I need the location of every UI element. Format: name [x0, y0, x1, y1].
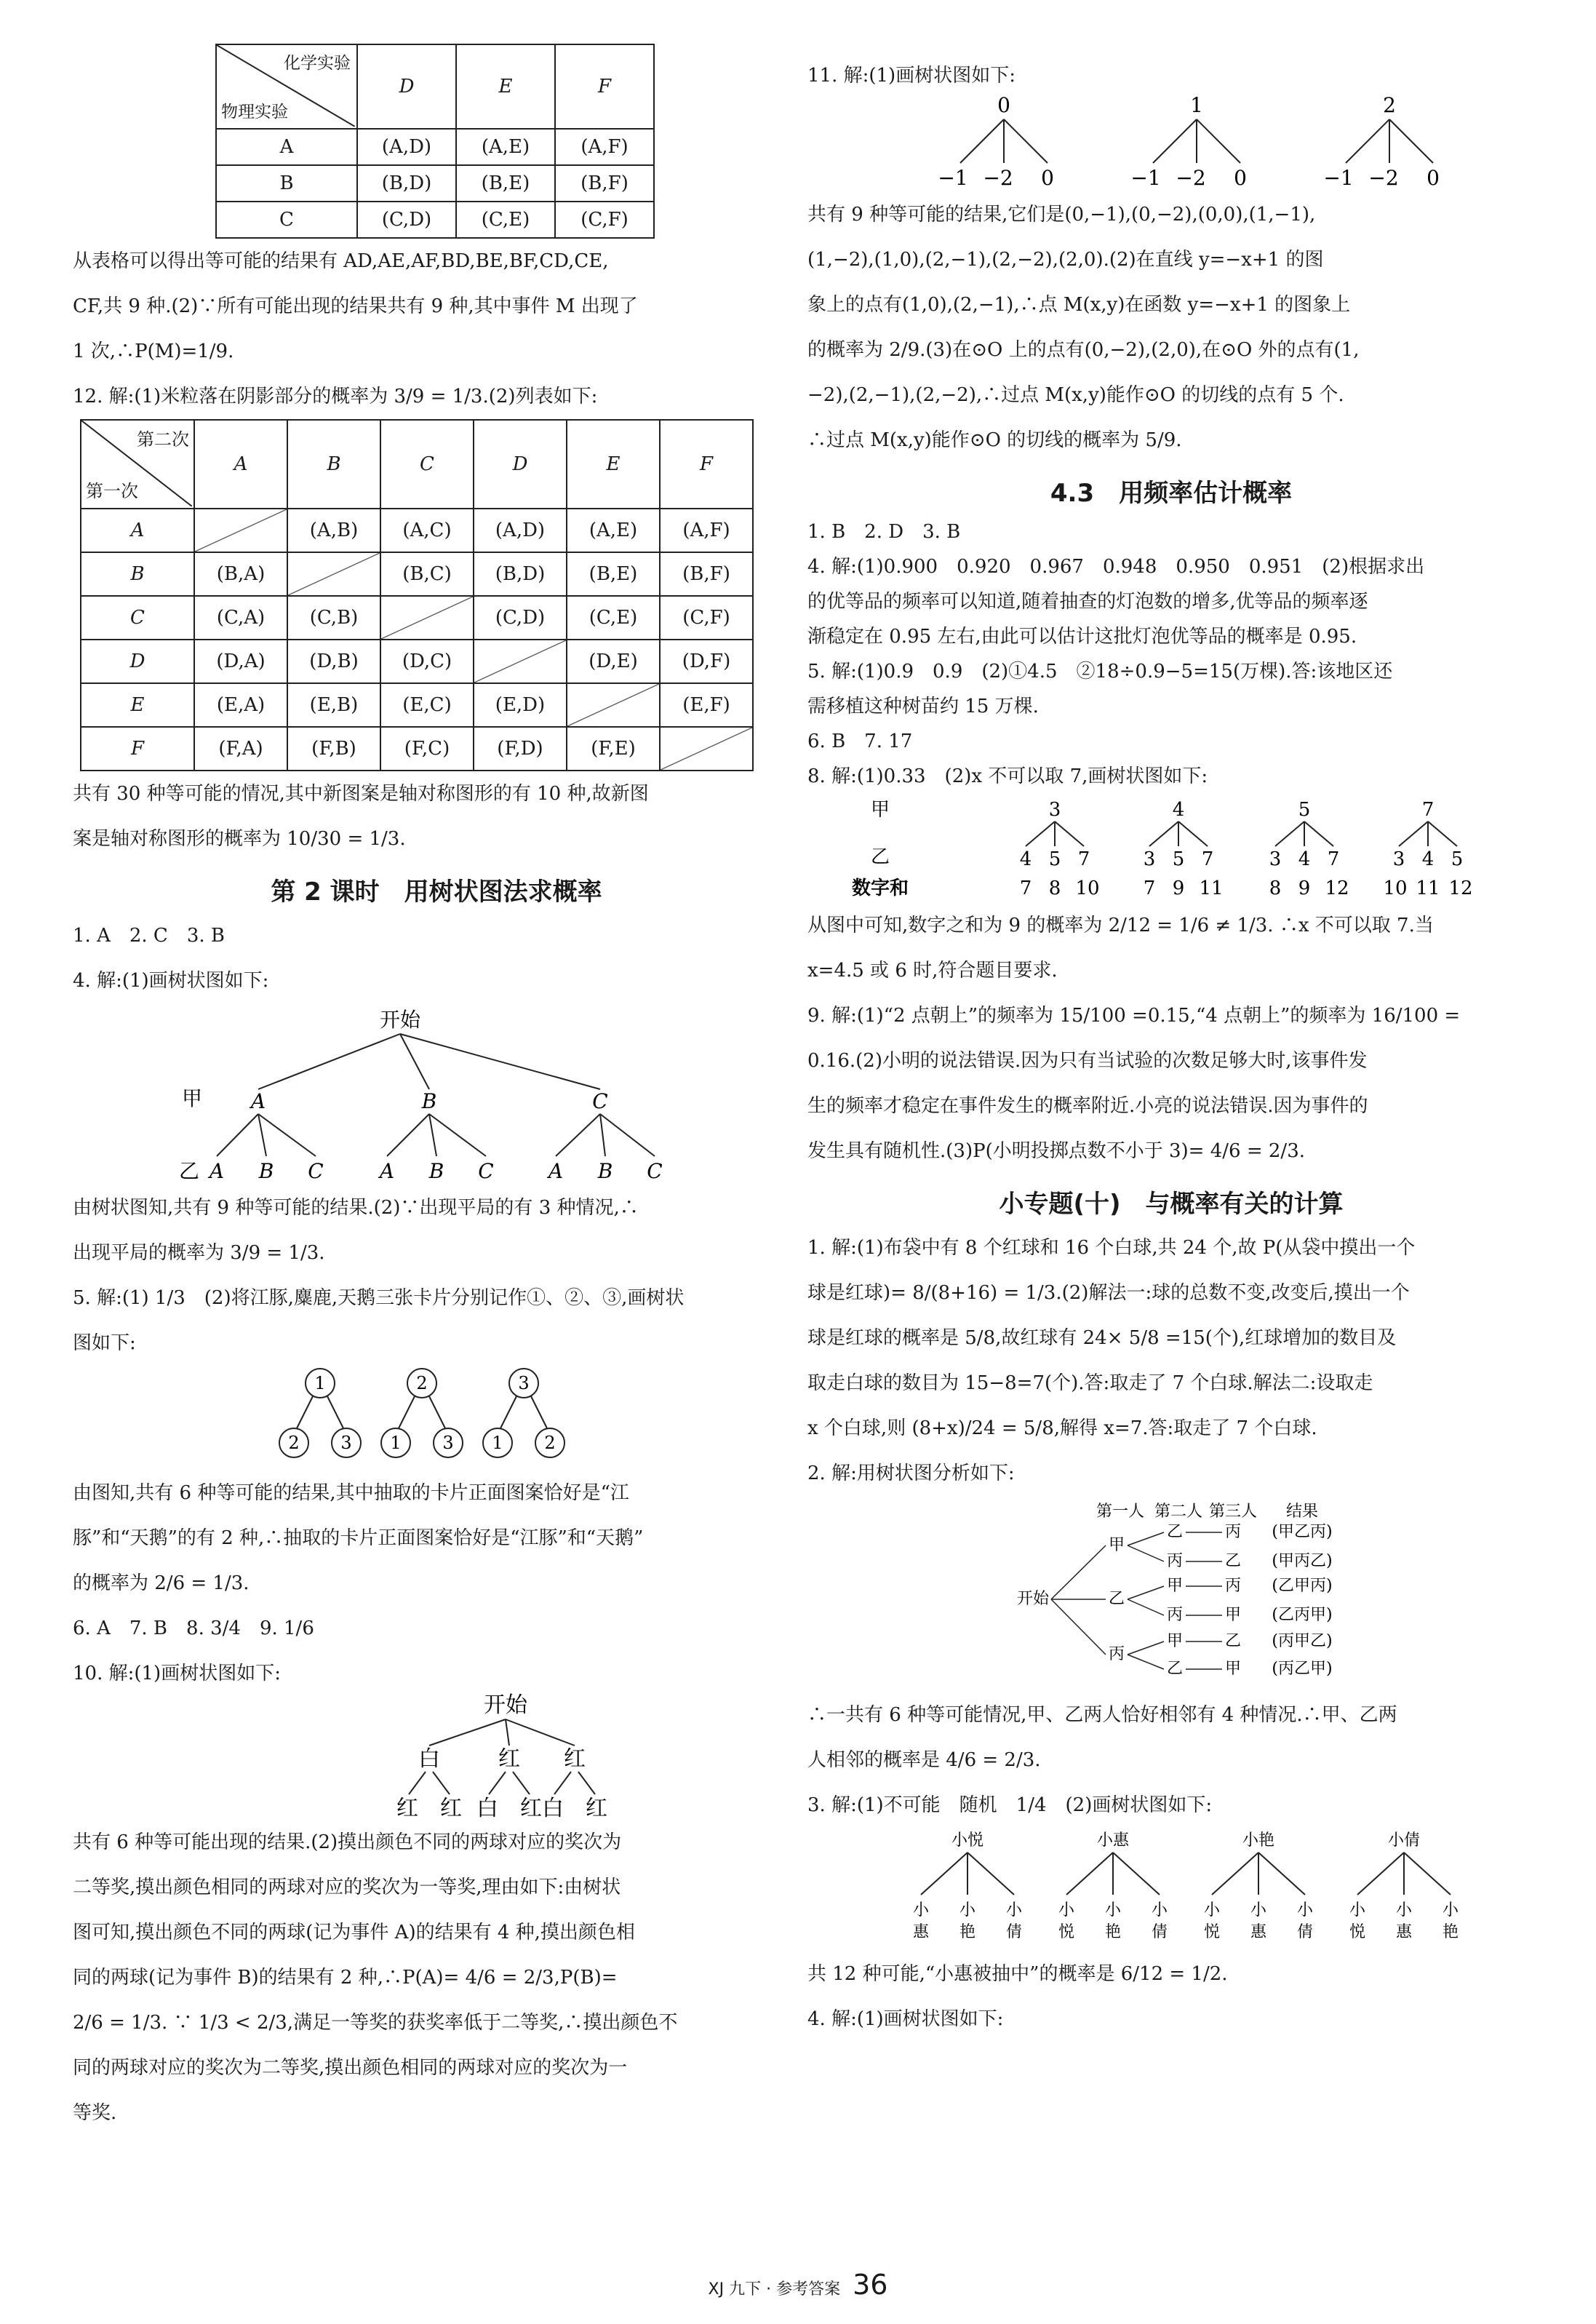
tree-branch: [1066, 1853, 1113, 1895]
table-experiments: [215, 44, 655, 239]
tree-node: 0: [997, 93, 1010, 117]
sum-value: 9: [1172, 878, 1185, 899]
page-footer: [0, 2269, 1596, 2301]
text-line: 球是红球的概率是 5/8,故红球有 24× 5/8 =15(个),红球增加的数目及: [807, 1327, 1397, 1349]
tree-node: 甲: [1224, 1606, 1242, 1624]
tree-node: 5: [1298, 799, 1311, 821]
tree-leaf: 小: [959, 1901, 976, 1919]
tree-leaf: −1: [1130, 166, 1161, 190]
text-line: 从表格可以得出等可能的结果有 AD,AE,AF,BD,BE,BF,CD,CE,: [73, 250, 609, 272]
table-cell: (E,A): [194, 683, 287, 727]
table-cell: (C,A): [194, 596, 287, 640]
corner-bottom-label: 物理实验: [221, 103, 288, 122]
tree-node: 甲: [1224, 1660, 1242, 1678]
table-cell: (B,A): [194, 552, 287, 596]
table-row: [216, 129, 654, 165]
tree-node: 丙: [1166, 1552, 1184, 1570]
tree-leaf: 红: [396, 1796, 418, 1820]
tree-node: 小艳: [1242, 1831, 1275, 1850]
text-line: 发生具有随机性.(3)P(小明投掷点数不小于 3)= 4/6 = 2/3.: [807, 1140, 1305, 1162]
table-row: [81, 509, 753, 552]
text-line: 人相邻的概率是 4/6 = 2/3.: [807, 1749, 1041, 1771]
tree-leaf: 5: [1172, 848, 1185, 870]
diagonal-cell: [380, 596, 474, 640]
tree-leaf: C: [308, 1159, 324, 1183]
table-cell: (F,D): [474, 727, 567, 771]
table-cell: (F,E): [567, 727, 660, 771]
circle-node: 3: [442, 1433, 454, 1453]
footer-label: XJ 九下 · 参考答案: [708, 2280, 841, 2299]
row-label: A: [81, 509, 194, 552]
corner-bottom-label: 第一次: [86, 481, 138, 501]
text-line: CF,共 9 种.(2)∵所有可能出现的结果共有 9 种,其中事件 M 出现了: [73, 295, 638, 317]
tree-leaf: 惠: [1395, 1923, 1413, 1941]
text-line: 0.16.(2)小明的说法错误.因为只有当试验的次数足够大时,该事件发: [807, 1050, 1368, 1072]
table-cell: (B,F): [660, 552, 753, 596]
text-line: 案是轴对称图形的概率为 10/30 = 1/3.: [73, 828, 406, 850]
diagonal-cell: [474, 640, 567, 683]
tree-result: (丙甲乙): [1272, 1632, 1333, 1650]
tree-label-jia: 甲: [870, 799, 890, 821]
tree-node: 甲: [1166, 1577, 1184, 1595]
section-heading: 小专题(十) 与概率有关的计算: [999, 1190, 1344, 1219]
tree-header: 第二人: [1154, 1503, 1203, 1521]
table-cell: (C,D): [357, 202, 456, 238]
table2-corner: [81, 420, 194, 509]
tree-leaf: −1: [938, 166, 968, 190]
tree-label-jia: 甲: [182, 1086, 203, 1110]
text-line: 出现平局的概率为 3/9 = 1/3.: [73, 1242, 325, 1264]
tree-leaf: 艳: [1104, 1923, 1122, 1941]
question-4: 4. 解:(1)画树状图如下:: [73, 970, 269, 992]
tree-branch: [1357, 1853, 1404, 1895]
tree-leaf: 小: [1395, 1901, 1413, 1919]
tree-leaf: 3: [1269, 848, 1282, 870]
circle-node: 2: [288, 1433, 300, 1453]
header-cell: D: [474, 420, 567, 509]
header-cell: D: [357, 44, 456, 129]
tree-leaf: 3: [1392, 848, 1405, 870]
question-3c: 3. 解:(1)不可能 随机 1/4 (2)画树状图如下:: [807, 1794, 1213, 1816]
table-cell: (B,E): [456, 165, 555, 202]
row-label: C: [81, 596, 194, 640]
text-line: 共 12 种可能,“小惠被抽中”的概率是 6/12 = 1/2.: [807, 1963, 1228, 1985]
section-heading: 第 2 课时 用树状图法求概率: [271, 878, 602, 907]
tree-leaf: −2: [983, 166, 1013, 190]
text-line: −2),(2,−1),(2,−2),∴过点 M(x,y)能作⊙O 的切线的点有 5 个.: [807, 384, 1344, 406]
tree-branch: [1404, 1853, 1451, 1895]
text-line: 取走白球的数目为 15−8=7(个).答:取走了 7 个白球.解法二:设取走: [807, 1372, 1373, 1394]
table-cell: (A,D): [357, 129, 456, 165]
tree-node: 乙: [1166, 1660, 1184, 1678]
row-label: B: [81, 552, 194, 596]
table-cell: (B,D): [474, 552, 567, 596]
tree-leaf: 艳: [1442, 1923, 1459, 1941]
tree-node: 乙: [1224, 1552, 1242, 1570]
tree-leaf: A: [209, 1159, 225, 1183]
circle-node: 1: [390, 1433, 402, 1453]
table-cell: (C,F): [555, 202, 654, 238]
diagonal-cell: [567, 683, 660, 727]
sum-value: 7: [1019, 878, 1032, 899]
header-cell: C: [380, 420, 474, 509]
table-cell: (A,B): [287, 509, 380, 552]
text-line: 从图中可知,数字之和为 9 的概率为 2/12 = 1/6 ≠ 1/3. ∴x 不可以取 7.当: [807, 915, 1434, 936]
tree-label-yi: 乙: [179, 1159, 200, 1183]
tree-leaf: 3: [1143, 848, 1156, 870]
sum-value: 12: [1325, 878, 1349, 899]
text-line: 同的两球(记为事件 B)的结果有 2 种,∴P(A)= 4/6 = 2/3,P(B)=: [73, 1967, 618, 1989]
circle-node: 1: [314, 1373, 326, 1393]
tree-leaf: 小: [1005, 1901, 1023, 1919]
sum-value: 11: [1416, 878, 1440, 899]
question-2c: 2. 解:用树状图分析如下:: [807, 1463, 1015, 1484]
table-cell: (C,F): [660, 596, 753, 640]
table-cell: (B,F): [555, 165, 654, 202]
row-label: F: [81, 727, 194, 771]
table-cell: (E,C): [380, 683, 474, 727]
table-row: [81, 727, 753, 771]
corner-top-label: 化学实验: [284, 54, 351, 73]
text-line: 1 次,∴P(M)=1/9.: [73, 341, 234, 362]
tree-node: 小倩: [1387, 1831, 1421, 1850]
table-cell: (A,D): [474, 509, 567, 552]
tree-leaf: 5: [1048, 848, 1061, 870]
header-cell: F: [660, 420, 753, 509]
tree-leaf: −2: [1176, 166, 1206, 190]
answers-line: 6. A 7. B 8. 3/4 9. 1/6: [73, 1617, 314, 1639]
tree-branch: [1113, 1853, 1160, 1895]
tree-leaf: 艳: [959, 1923, 976, 1941]
text-line: 的优等品的频率可以知道,随着抽查的灯泡数的增多,优等品的频率逐: [807, 591, 1368, 613]
header-cell: F: [555, 44, 654, 129]
table-row: [216, 165, 654, 202]
table-row: [216, 202, 654, 238]
text-line: 共有 6 种等可能出现的结果.(2)摸出颜色不同的两球对应的奖次为: [73, 1831, 622, 1853]
text-line: (1,−2),(1,0),(2,−1),(2,−2),(2,0).(2)在直线 y=−x+1 的图: [807, 249, 1324, 271]
row-label: A: [216, 129, 357, 165]
tree-root: 开始: [1016, 1590, 1050, 1608]
text-line: 由图知,共有 6 种等可能的结果,其中抽取的卡片正面图案恰好是“江: [73, 1482, 629, 1504]
tree-node: 白: [418, 1746, 440, 1772]
tree-node: 乙: [1108, 1590, 1125, 1608]
tree-root: 开始: [484, 1692, 527, 1718]
tree-node: 1: [1190, 93, 1203, 117]
tree-leaf: −1: [1323, 166, 1354, 190]
table-row: [81, 552, 753, 596]
tree-leaf: A: [548, 1159, 564, 1183]
text-line: 豚”和“天鹅”的有 2 种,∴抽取的卡片正面图案恰好是“江豚”和“天鹅”: [73, 1527, 644, 1549]
tree-leaf: 7: [1327, 848, 1340, 870]
text-line: 由树状图知,共有 9 种等可能的结果.(2)∵出现平局的有 3 种情况,∴: [73, 1197, 639, 1219]
tree-leaf: 小: [1104, 1901, 1122, 1919]
table1-corner: [216, 44, 357, 129]
tree-node: 丙: [1166, 1606, 1184, 1624]
tree-leaf: 倩: [1296, 1923, 1314, 1941]
tree-leaf: 4: [1019, 848, 1032, 870]
sum-value: 7: [1143, 878, 1156, 899]
header-cell: B: [287, 420, 380, 509]
circle-node: 2: [416, 1373, 428, 1393]
tree-label-sum: 数字和: [851, 878, 909, 899]
tree-leaf: 7: [1077, 848, 1090, 870]
header-cell: E: [567, 420, 660, 509]
sum-value: 10: [1075, 878, 1100, 899]
tree-leaf: A: [379, 1159, 395, 1183]
text-line: ∴一共有 6 种等可能情况,甲、乙两人恰好相邻有 4 种情况.∴甲、乙两: [807, 1704, 1397, 1726]
right-column: [807, 61, 1535, 2042]
tree-node: 乙: [1166, 1523, 1184, 1541]
table-cell: (A,F): [555, 129, 654, 165]
circle-node: 1: [492, 1433, 503, 1453]
circle-node: 2: [544, 1433, 556, 1453]
tree-branch: [967, 1853, 1014, 1895]
table-row: [81, 683, 753, 727]
text-line: ∴过点 M(x,y)能作⊙O 的切线的概率为 5/9.: [807, 429, 1182, 451]
page-number: 36: [853, 2269, 888, 2301]
text-line: x=4.5 或 6 时,符合题目要求.: [807, 960, 1058, 982]
table-tile-pairs: [80, 419, 754, 771]
tree-result: (乙甲丙): [1272, 1577, 1333, 1595]
tree-diagram-11: [807, 90, 1535, 192]
tree-leaf: 5: [1451, 848, 1464, 870]
tree-result: (乙丙甲): [1272, 1606, 1333, 1624]
tree-node: A: [250, 1089, 266, 1113]
tree-result: (丙乙甲): [1272, 1660, 1333, 1678]
text-line: 图可知,摸出颜色不同的两球(记为事件 A)的结果有 4 种,摸出颜色相: [73, 1922, 635, 1943]
left-column: [73, 44, 800, 2136]
tree-leaf: −2: [1368, 166, 1399, 190]
tree-result: (甲乙丙): [1272, 1523, 1333, 1541]
section-heading: 4.3 用频率估计概率: [1050, 479, 1293, 508]
question-5b: 5. 解:(1)0.9 0.9 (2)①4.5 ②18÷0.9−5=15(万棵).答:该地区还: [807, 661, 1393, 683]
text-line: 图如下:: [73, 1332, 136, 1354]
question-4c: 4. 解:(1)画树状图如下:: [807, 2008, 1004, 2030]
table-cell: (D,C): [380, 640, 474, 683]
tree-leaf: 4: [1298, 848, 1311, 870]
tree-diagram-8: [807, 794, 1535, 903]
circle-node: 3: [340, 1433, 352, 1453]
table-cell: (A,E): [456, 129, 555, 165]
question-11: 11. 解:(1)画树状图如下:: [807, 65, 1016, 87]
text-line: 的概率为 2/6 = 1/3.: [73, 1572, 250, 1594]
table-cell: (A,E): [567, 509, 660, 552]
tree-leaf: 悦: [1349, 1923, 1366, 1941]
row-label: D: [81, 640, 194, 683]
tree-leaf: 白: [542, 1796, 564, 1820]
tree-leaf: 小: [1203, 1901, 1221, 1919]
tree-leaf: 小: [912, 1901, 930, 1919]
tree-leaf: 小: [1442, 1901, 1459, 1919]
sum-value: 8: [1269, 878, 1282, 899]
tree-root: 开始: [379, 1008, 421, 1032]
table-cell: (B,D): [357, 165, 456, 202]
tree-branch: [1258, 1853, 1305, 1895]
tree-node: 7: [1421, 799, 1435, 821]
tree-leaf: 倩: [1005, 1923, 1023, 1941]
tree-label-yi: 乙: [870, 846, 890, 868]
tree-leaf: 小: [1250, 1901, 1267, 1919]
sum-value: 8: [1048, 878, 1061, 899]
tree-leaf: 0: [1234, 166, 1247, 190]
table-cell: (F,B): [287, 727, 380, 771]
tree-leaf: 小: [1058, 1901, 1075, 1919]
table-row: [81, 640, 753, 683]
sum-value: 11: [1199, 878, 1224, 899]
tree-branch: [921, 1853, 967, 1895]
tree-header: 第三人: [1208, 1503, 1258, 1521]
sum-value: 10: [1383, 878, 1408, 899]
tree-leaf: B: [258, 1159, 274, 1183]
question-9: 9. 解:(1)“2 点朝上”的频率为 15/100 =0.15,“4 点朝上”的频率为 16/100 =: [807, 1005, 1461, 1027]
tree-node: 乙: [1224, 1632, 1242, 1650]
tree-node: 3: [1048, 799, 1061, 821]
tree-node: B: [421, 1089, 437, 1113]
text-line: 2/6 = 1/3. ∵ 1/3 < 2/3,满足一等奖的获奖率低于二等奖,∴摸出颜色不: [73, 2012, 678, 2034]
text-line: 生的频率才稳定在事件发生的概率附近.小亮的说法错误.因为事件的: [807, 1095, 1368, 1117]
tree-leaf: 白: [476, 1796, 498, 1820]
table-cell: (B,C): [380, 552, 474, 596]
table-cell: (E,F): [660, 683, 753, 727]
tree-leaf: 悦: [1203, 1923, 1221, 1941]
header-cell: E: [456, 44, 555, 129]
text-line: 等奖.: [73, 2102, 117, 2124]
tree-node: 丙: [1108, 1645, 1125, 1663]
text-line: 球是红球)= 8/(8+16) = 1/3.(2)解法一:球的总数不变,改变后,摸出一个: [807, 1282, 1410, 1304]
tree-leaf: C: [647, 1159, 663, 1183]
answers-line: 1. B 2. D 3. B: [807, 521, 961, 543]
tree-header: 第一人: [1096, 1503, 1145, 1521]
table-cell: (D,F): [660, 640, 753, 683]
tree-leaf: C: [478, 1159, 494, 1183]
tree-leaf: 0: [1041, 166, 1054, 190]
tree-node: 红: [564, 1746, 586, 1772]
tree-node: 丙: [1224, 1523, 1242, 1541]
text-line: 共有 30 种等可能的情况,其中新图案是轴对称图形的有 10 种,故新图: [73, 783, 649, 805]
tree-node: 4: [1172, 799, 1185, 821]
table-cell: (D,E): [567, 640, 660, 683]
tree-leaf: B: [428, 1159, 444, 1183]
tree-leaf: 红: [586, 1796, 607, 1820]
diagonal-cell: [287, 552, 380, 596]
text-line: 象上的点有(1,0),(2,−1),∴点 M(x,y)在函数 y=−x+1 的图象上: [807, 294, 1351, 316]
tree-node: 小惠: [1096, 1831, 1130, 1850]
table-cell: (D,A): [194, 640, 287, 683]
tree-node: C: [592, 1089, 608, 1113]
tree-leaf: 悦: [1058, 1923, 1075, 1941]
text-line: 同的两球对应的奖次为二等奖,摸出颜色相同的两球对应的奖次为一: [73, 2057, 628, 2079]
row-label: E: [81, 683, 194, 727]
table-cell: (F,A): [194, 727, 287, 771]
row-label: B: [216, 165, 357, 202]
tree-leaf: 小: [1349, 1901, 1366, 1919]
tree-leaf: 0: [1427, 166, 1440, 190]
tree-leaf: 红: [520, 1796, 542, 1820]
table-cell: (C,E): [456, 202, 555, 238]
tree-leaf: 7: [1201, 848, 1214, 870]
table-cell: (E,D): [474, 683, 567, 727]
question-10: 10. 解:(1)画树状图如下:: [73, 1663, 281, 1684]
tree-diagram-5: [73, 1361, 727, 1471]
tree-leaf: 4: [1421, 848, 1435, 870]
table-cell: (E,B): [287, 683, 380, 727]
tree-result: (甲丙乙): [1272, 1552, 1333, 1570]
text-line: 共有 9 种等可能的结果,它们是(0,−1),(0,−2),(0,0),(1,−1),: [807, 204, 1316, 226]
tree-node: 小悦: [951, 1831, 984, 1850]
tree-header: 结果: [1285, 1503, 1319, 1521]
header-cell: A: [194, 420, 287, 509]
table-row: [81, 596, 753, 640]
tree-node: 甲: [1108, 1536, 1125, 1554]
circle-node: 3: [518, 1373, 530, 1393]
question-5: 5. 解:(1) 1/3 (2)将江豚,麋鹿,天鹅三张卡片分别记作①、②、③,画树状: [73, 1287, 685, 1309]
table-cell: (C,D): [474, 596, 567, 640]
row-label: C: [216, 202, 357, 238]
answers-line: 1. A 2. C 3. B: [73, 925, 225, 947]
sum-value: 12: [1448, 878, 1473, 899]
text-line: 渐稳定在 0.95 左右,由此可以估计这批灯泡优等品的概率是 0.95.: [807, 626, 1357, 648]
tree-diagram-10: [73, 1689, 727, 1820]
tree-leaf: 倩: [1151, 1923, 1168, 1941]
corner-top-label: 第二次: [137, 429, 189, 450]
tree-leaf: B: [597, 1159, 613, 1183]
tree-node: 甲: [1166, 1632, 1184, 1650]
table-cell: (A,C): [380, 509, 474, 552]
question-8: 8. 解:(1)0.33 (2)x 不可以取 7,画树状图如下:: [807, 765, 1208, 787]
text-line: 需移植这种树苗约 15 万棵.: [807, 696, 1039, 717]
question-4b: 4. 解:(1)0.900 0.920 0.967 0.948 0.950 0.951 (2)根据求出: [807, 556, 1425, 578]
tree-leaf: 惠: [1250, 1923, 1267, 1941]
tree-node: 2: [1383, 93, 1396, 117]
tree-leaf: 小: [1151, 1901, 1168, 1919]
table-cell: (B,E): [567, 552, 660, 596]
diagonal-cell: [660, 727, 753, 771]
text-line: x 个白球,则 (8+x)/24 = 5/8,解得 x=7.答:取走了 7 个白球.: [807, 1417, 1317, 1439]
question-1c: 1. 解:(1)布袋中有 8 个红球和 16 个白球,共 24 个,故 P(从袋中摸出一个: [807, 1237, 1416, 1259]
table-cell: (C,E): [567, 596, 660, 640]
tree-leaf: 惠: [912, 1923, 930, 1941]
tree-leaf: 小: [1296, 1901, 1314, 1919]
answers-line: 6. B 7. 17: [807, 731, 913, 752]
text-line: 二等奖,摸出颜色相同的两球对应的奖次为一等奖,理由如下:由树状: [73, 1877, 621, 1898]
tree-node: 丙: [1224, 1577, 1242, 1595]
tree-leaf: 红: [440, 1796, 462, 1820]
table-cell: (A,F): [660, 509, 753, 552]
text-line: 的概率为 2/9.(3)在⊙O 上的点有(0,−2),(2,0),在⊙O 外的点有(1,: [807, 339, 1360, 361]
tree-diagram-4: [73, 1003, 727, 1185]
table-cell: (D,B): [287, 640, 380, 683]
tree-branch: [1212, 1853, 1258, 1895]
table-cell: (F,C): [380, 727, 474, 771]
tree-diagram-3: [807, 1828, 1535, 1951]
diagonal-cell: [194, 509, 287, 552]
tree-node: 红: [498, 1746, 520, 1772]
tree-diagram-2: [807, 1496, 1535, 1692]
sum-value: 9: [1298, 878, 1311, 899]
table-cell: (C,B): [287, 596, 380, 640]
question-12: 12. 解:(1)米粒落在阴影部分的概率为 3/9 = 1/3.(2)列表如下:: [73, 386, 598, 407]
